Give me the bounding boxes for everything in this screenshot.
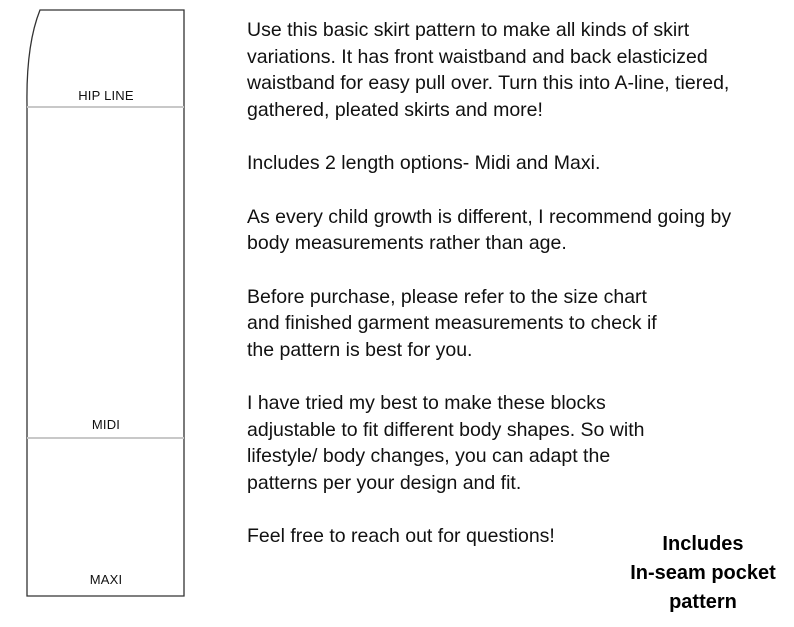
description-paragraph-lengths: Includes 2 length options- Midi and Maxi. [247,152,601,174]
description-paragraph-adjustable: I have tried my best to make these blocks adjustable to fit different body shapes. So with lifestyle/ body changes, you can adapt the patterns per your design and fit. [247,392,645,494]
description-paragraph-intro: Use this basic skirt pattern to make all kinds of skirt variations. It has front waistband and back elasticized waistband for easy pull over. Turn this into A-line, tiered, gathered, pleated skirts and more! [247,19,730,121]
description-paragraph-size-chart: Before purchase, please refer to the size chart and finished garment measurements to check if the pattern is best for you. [247,285,657,361]
midi-length-label: MIDI [91,417,121,432]
description-paragraph-measurements: As every child growth is different, I recommend going by body measurements rather than age. [247,205,732,254]
pocket-pattern-note: Includes In-seam pocket pattern [630,533,776,613]
maxi-length-label: MAXI [89,572,123,587]
hip-line-label: HIP LINE [78,88,134,103]
pattern-description [247,17,777,577]
description-paragraph-contact: Feel free to reach out for questions! [247,525,555,547]
